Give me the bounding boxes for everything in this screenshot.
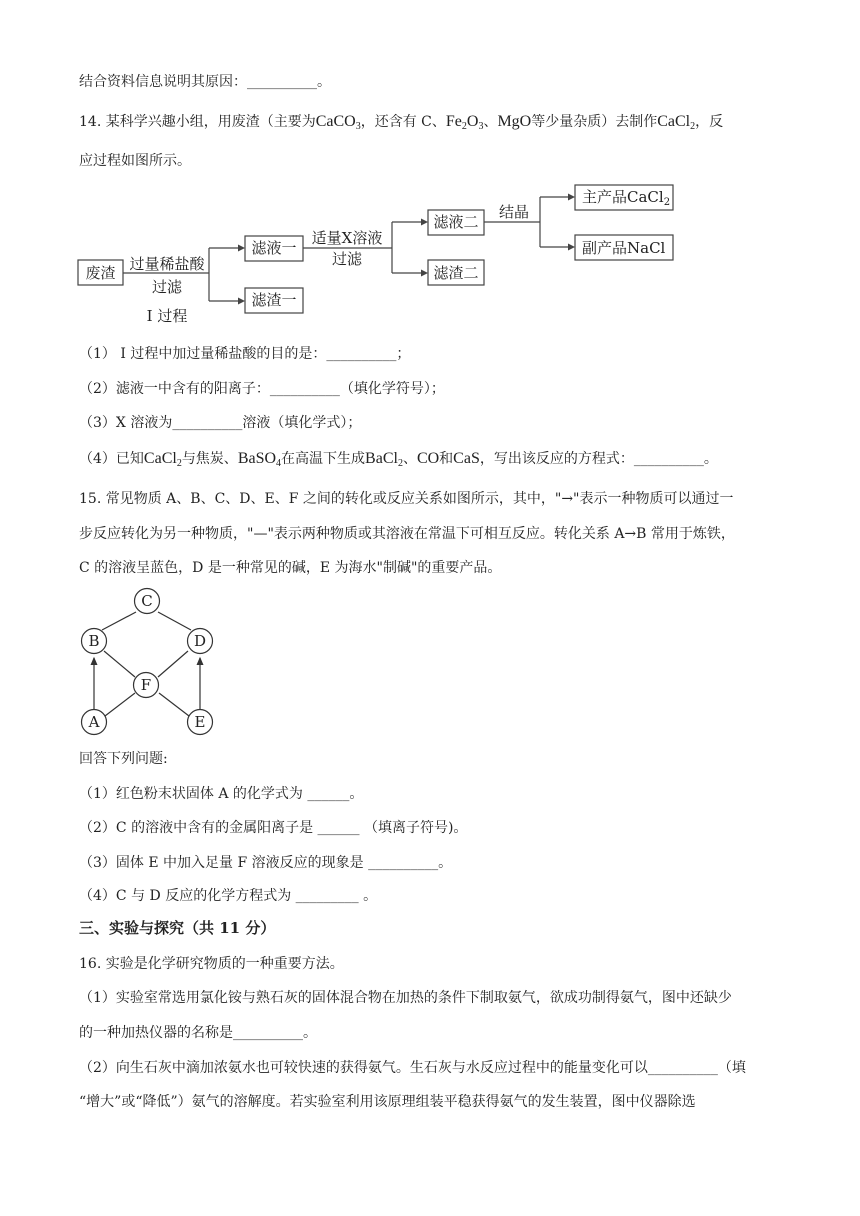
q15-answer-prompt: 回答下列问题: bbox=[79, 751, 168, 767]
formula-cas: CaS bbox=[453, 450, 480, 467]
node-A-label: A bbox=[88, 713, 100, 731]
node-F-label: F bbox=[140, 676, 152, 694]
q15-line2: 步反应转化为另一种物质，"—"表示两种物质或其溶液在常温下可相互反应。转化关系 A→B 常用于炼铁， bbox=[79, 526, 735, 542]
label-residue1: 滤渣一 bbox=[251, 291, 297, 309]
q15-sub2: （2）C 的溶液中含有的金属阳离子是 ______ （填离子符号)。 bbox=[79, 820, 468, 836]
node-C-label: C bbox=[141, 592, 153, 610]
q15-line3: C 的溶液呈蓝色，D 是一种常见的碱，E 为海水"制碱"的重要产品。 bbox=[79, 560, 502, 576]
q15-sub1: （1）红色粉末状固体 A 的化学式为 ______。 bbox=[79, 786, 364, 802]
relation-diagram bbox=[70, 585, 230, 745]
q14-sub2: （2）滤液一中含有的阳离子：__________（填化学符号）； bbox=[79, 381, 445, 397]
label-filtrate1: 滤液一 bbox=[251, 239, 297, 257]
label-process1: I 过程 bbox=[146, 307, 188, 325]
q16-line1: 16. 实验是化学研究物质的一种重要方法。 bbox=[79, 956, 344, 972]
section-heading: 三、实验与探究（共 11 分） bbox=[79, 919, 276, 937]
q14-intro: 14. 某科学兴趣小组，用废渣（主要为CaCO$_3$，还含有 C、$Fe_2O_3$、MgO等少量杂质）去制作CaCl$_2$，反 bbox=[79, 113, 724, 132]
label-waste: 废渣 bbox=[85, 264, 116, 282]
label-residue2: 滤渣二 bbox=[433, 264, 479, 282]
formula-fe2o3: $Fe_2O_3$ bbox=[445, 113, 484, 132]
q15-line1: 15. 常见物质 A、B、C、D、E、F 之间的转化或反应关系如图所示，其中，"→"表示一种物质可以通过一 bbox=[79, 491, 734, 507]
q14-sub3: （3）X 溶液为__________溶液（填化学式）； bbox=[79, 415, 362, 431]
formula-caco3: CaCO$_3$ bbox=[315, 113, 361, 132]
label-by-product: 副产品NaCl bbox=[582, 239, 666, 257]
q16-line4: （2）向生石灰中滴加浓氨水也可较快速的获得氨气。生石灰与水反应过程中的能量变化可以__________（填 bbox=[79, 1060, 746, 1076]
formula-cacl2: CaCl$_2$ bbox=[143, 450, 182, 469]
q14-sub4: （4）已知CaCl$_2$与焦炭、BaSO$_4$在高温下生成BaCl$_2$、CO和CaS，写出该反应的方程式：__________。 bbox=[79, 450, 718, 469]
q13-tail: 结合资料信息说明其原因：__________。 bbox=[79, 74, 331, 90]
q16-line2: （1）实验室常选用氯化铵与熟石灰的固体混合物在加热的条件下制取氨气，欲成功制得氨气，图中还缺少 bbox=[79, 990, 732, 1006]
node-E-label: E bbox=[194, 713, 206, 731]
label-acid: 过量稀盐酸 bbox=[129, 255, 205, 273]
label-filter1: 过滤 bbox=[151, 278, 183, 296]
node-D-label: D bbox=[193, 632, 207, 650]
formula-mgo: MgO bbox=[497, 113, 532, 130]
q14-sub1: （1） I 过程中加过量稀盐酸的目的是：__________； bbox=[79, 346, 411, 362]
q14-intro-line2: 应过程如图所示。 bbox=[79, 153, 191, 169]
process-flow-diagram bbox=[0, 180, 860, 330]
q15-sub3: （3）固体 E 中加入足量 F 溶液反应的现象是 __________。 bbox=[79, 855, 453, 871]
label-main-product: 主产品CaCl$_2$ bbox=[582, 188, 671, 208]
q16-line5: “增大”或“降低”）氨气的溶解度。若实验室利用该原理组装平稳获得氨气的发生装置，图中仪器除选 bbox=[79, 1094, 696, 1110]
formula-co: CO bbox=[416, 450, 440, 467]
formula-baso4: BaSO$_4$ bbox=[237, 450, 282, 469]
label-filtrate2: 滤液二 bbox=[433, 213, 479, 231]
q16-line3: 的一种加热仪器的名称是__________。 bbox=[79, 1025, 317, 1041]
label-x-solution: 适量X溶液 bbox=[311, 229, 383, 247]
formula-cacl2: CaCl$_2$ bbox=[657, 113, 696, 132]
label-crystallize: 结晶 bbox=[498, 203, 530, 221]
q15-sub4: （4）C 与 D 反应的化学方程式为 _________ 。 bbox=[79, 888, 378, 904]
label-filter2: 过滤 bbox=[331, 250, 363, 268]
node-B-label: B bbox=[88, 632, 100, 650]
formula-bacl2: BaCl$_2$ bbox=[365, 450, 403, 469]
